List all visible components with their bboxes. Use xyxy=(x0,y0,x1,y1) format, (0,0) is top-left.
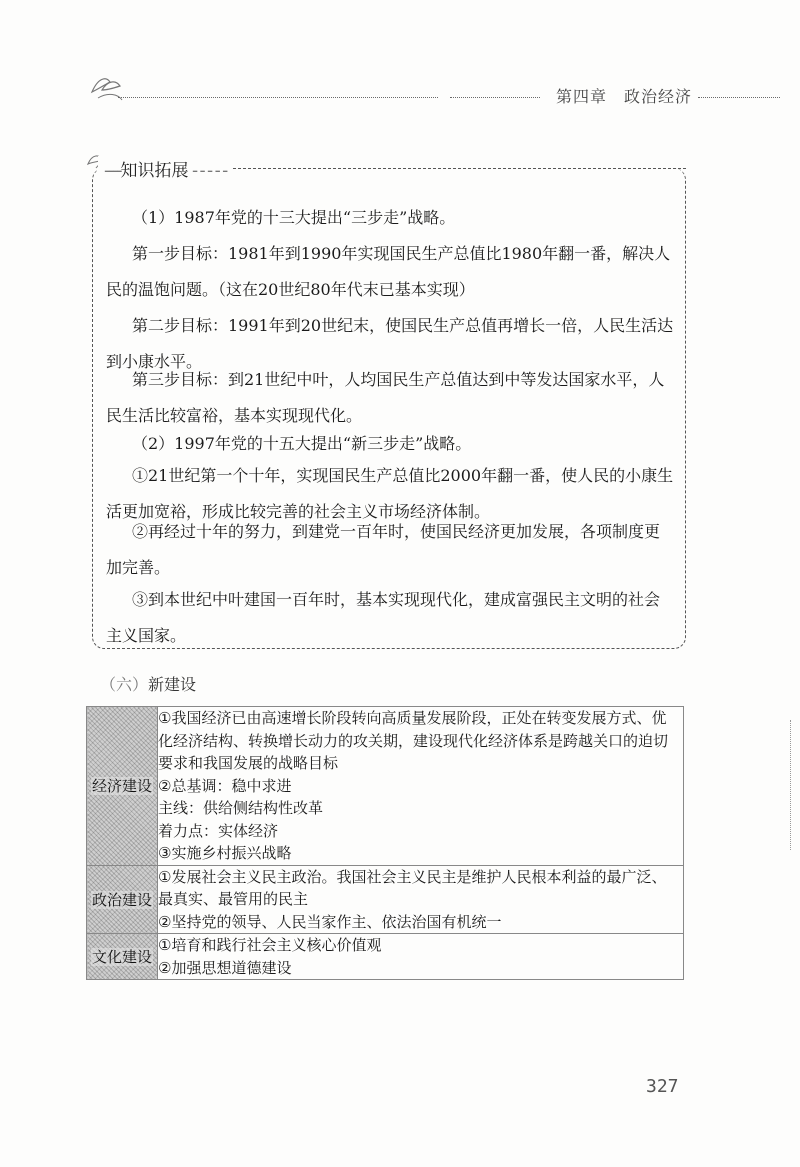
category-cell: 经济建设 xyxy=(87,707,158,866)
section-title: 新建设 xyxy=(148,675,197,694)
content-line: ②坚持党的领导、人民当家作主、依法治国有机统一 xyxy=(158,912,502,931)
knowledge-paragraph: ①21世纪第一个十年，实现国民生产总值比2000年翻一番，使人民的小康生活更加宽裕，形成比较完善的社会主义市场经济体制。 xyxy=(106,466,674,521)
header-rule-mid xyxy=(450,97,540,98)
knowledge-paragraph: （2）1997年党的十五大提出“新三步走”战略。 xyxy=(132,434,472,453)
content-line: 着力点：实体经济 xyxy=(158,821,279,840)
margin-mark xyxy=(790,720,792,850)
page-number: 327 xyxy=(646,1076,679,1097)
table-row xyxy=(87,865,684,934)
content-cell xyxy=(158,934,684,980)
content-cell xyxy=(158,707,684,866)
knowledge-paragraph: 第二步目标：1991年到20世纪末，使国民生产总值再增长一倍，人民生活达到小康水平。 xyxy=(106,316,674,371)
header-rule-left xyxy=(118,97,438,98)
content-line: ②加强思想道德建设 xyxy=(158,958,292,977)
knowledge-paragraph: 第一步目标：1981年到1990年实现国民生产总值比1980年翻一番，解决人民的温饱问题。（这在20世纪80年代末已基本实现） xyxy=(106,244,671,299)
content-line: ②总基调：稳中求进 xyxy=(158,776,292,795)
table-row xyxy=(87,934,684,980)
content-cell xyxy=(158,865,684,934)
knowledge-box-title: ----知识拓展 - - - - - xyxy=(98,156,232,181)
section-number: （六） xyxy=(100,675,149,694)
knowledge-box-top-rule xyxy=(208,168,686,169)
content-line: ①培育和践行社会主义核心价值观 xyxy=(158,936,382,954)
content-line: ①我国经济已由高速增长阶段转向高质量发展阶段，正处在转变发展方式、优 xyxy=(158,709,667,727)
content-line: 最真实、最管用的民主 xyxy=(158,890,309,908)
content-line: 化经济结构、转换增长动力的攻关期，建设现代化经济体系是跨越关口的迫切 xyxy=(158,731,669,750)
header-rule-right xyxy=(698,97,780,98)
section-heading xyxy=(100,672,196,695)
content-line: 主线：供给侧结构性改革 xyxy=(158,799,324,817)
content-line: 要求和我国发展的战略目标 xyxy=(158,754,339,772)
content-line: ③实施乡村振兴战略 xyxy=(158,844,292,862)
knowledge-paragraph: 第三步目标：到21世纪中叶，人均国民生产总值达到中等发达国家水平，人民生活比较富裕，基本实现现代化。 xyxy=(106,370,665,425)
content-line: ①发展社会主义民主政治。我国社会主义民主是维护人民根本利益的最广泛、 xyxy=(158,867,667,886)
category-cell: 政治建设 xyxy=(87,865,158,934)
knowledge-paragraph: ②再经过十年的努力，到建党一百年时，使国民经济更加发展，各项制度更加完善。 xyxy=(106,522,661,577)
knowledge-paragraph: （1）1987年党的十三大提出“三步走”战略。 xyxy=(132,208,456,227)
new-construction-table xyxy=(86,706,684,980)
table-row xyxy=(87,707,684,866)
category-cell: 文化建设 xyxy=(87,934,158,980)
knowledge-paragraph: ③到本世纪中叶建国一百年时，基本实现现代化，建成富强民主文明的社会主义国家。 xyxy=(106,590,661,645)
chapter-title: 第四章 政治经济 xyxy=(556,87,693,106)
